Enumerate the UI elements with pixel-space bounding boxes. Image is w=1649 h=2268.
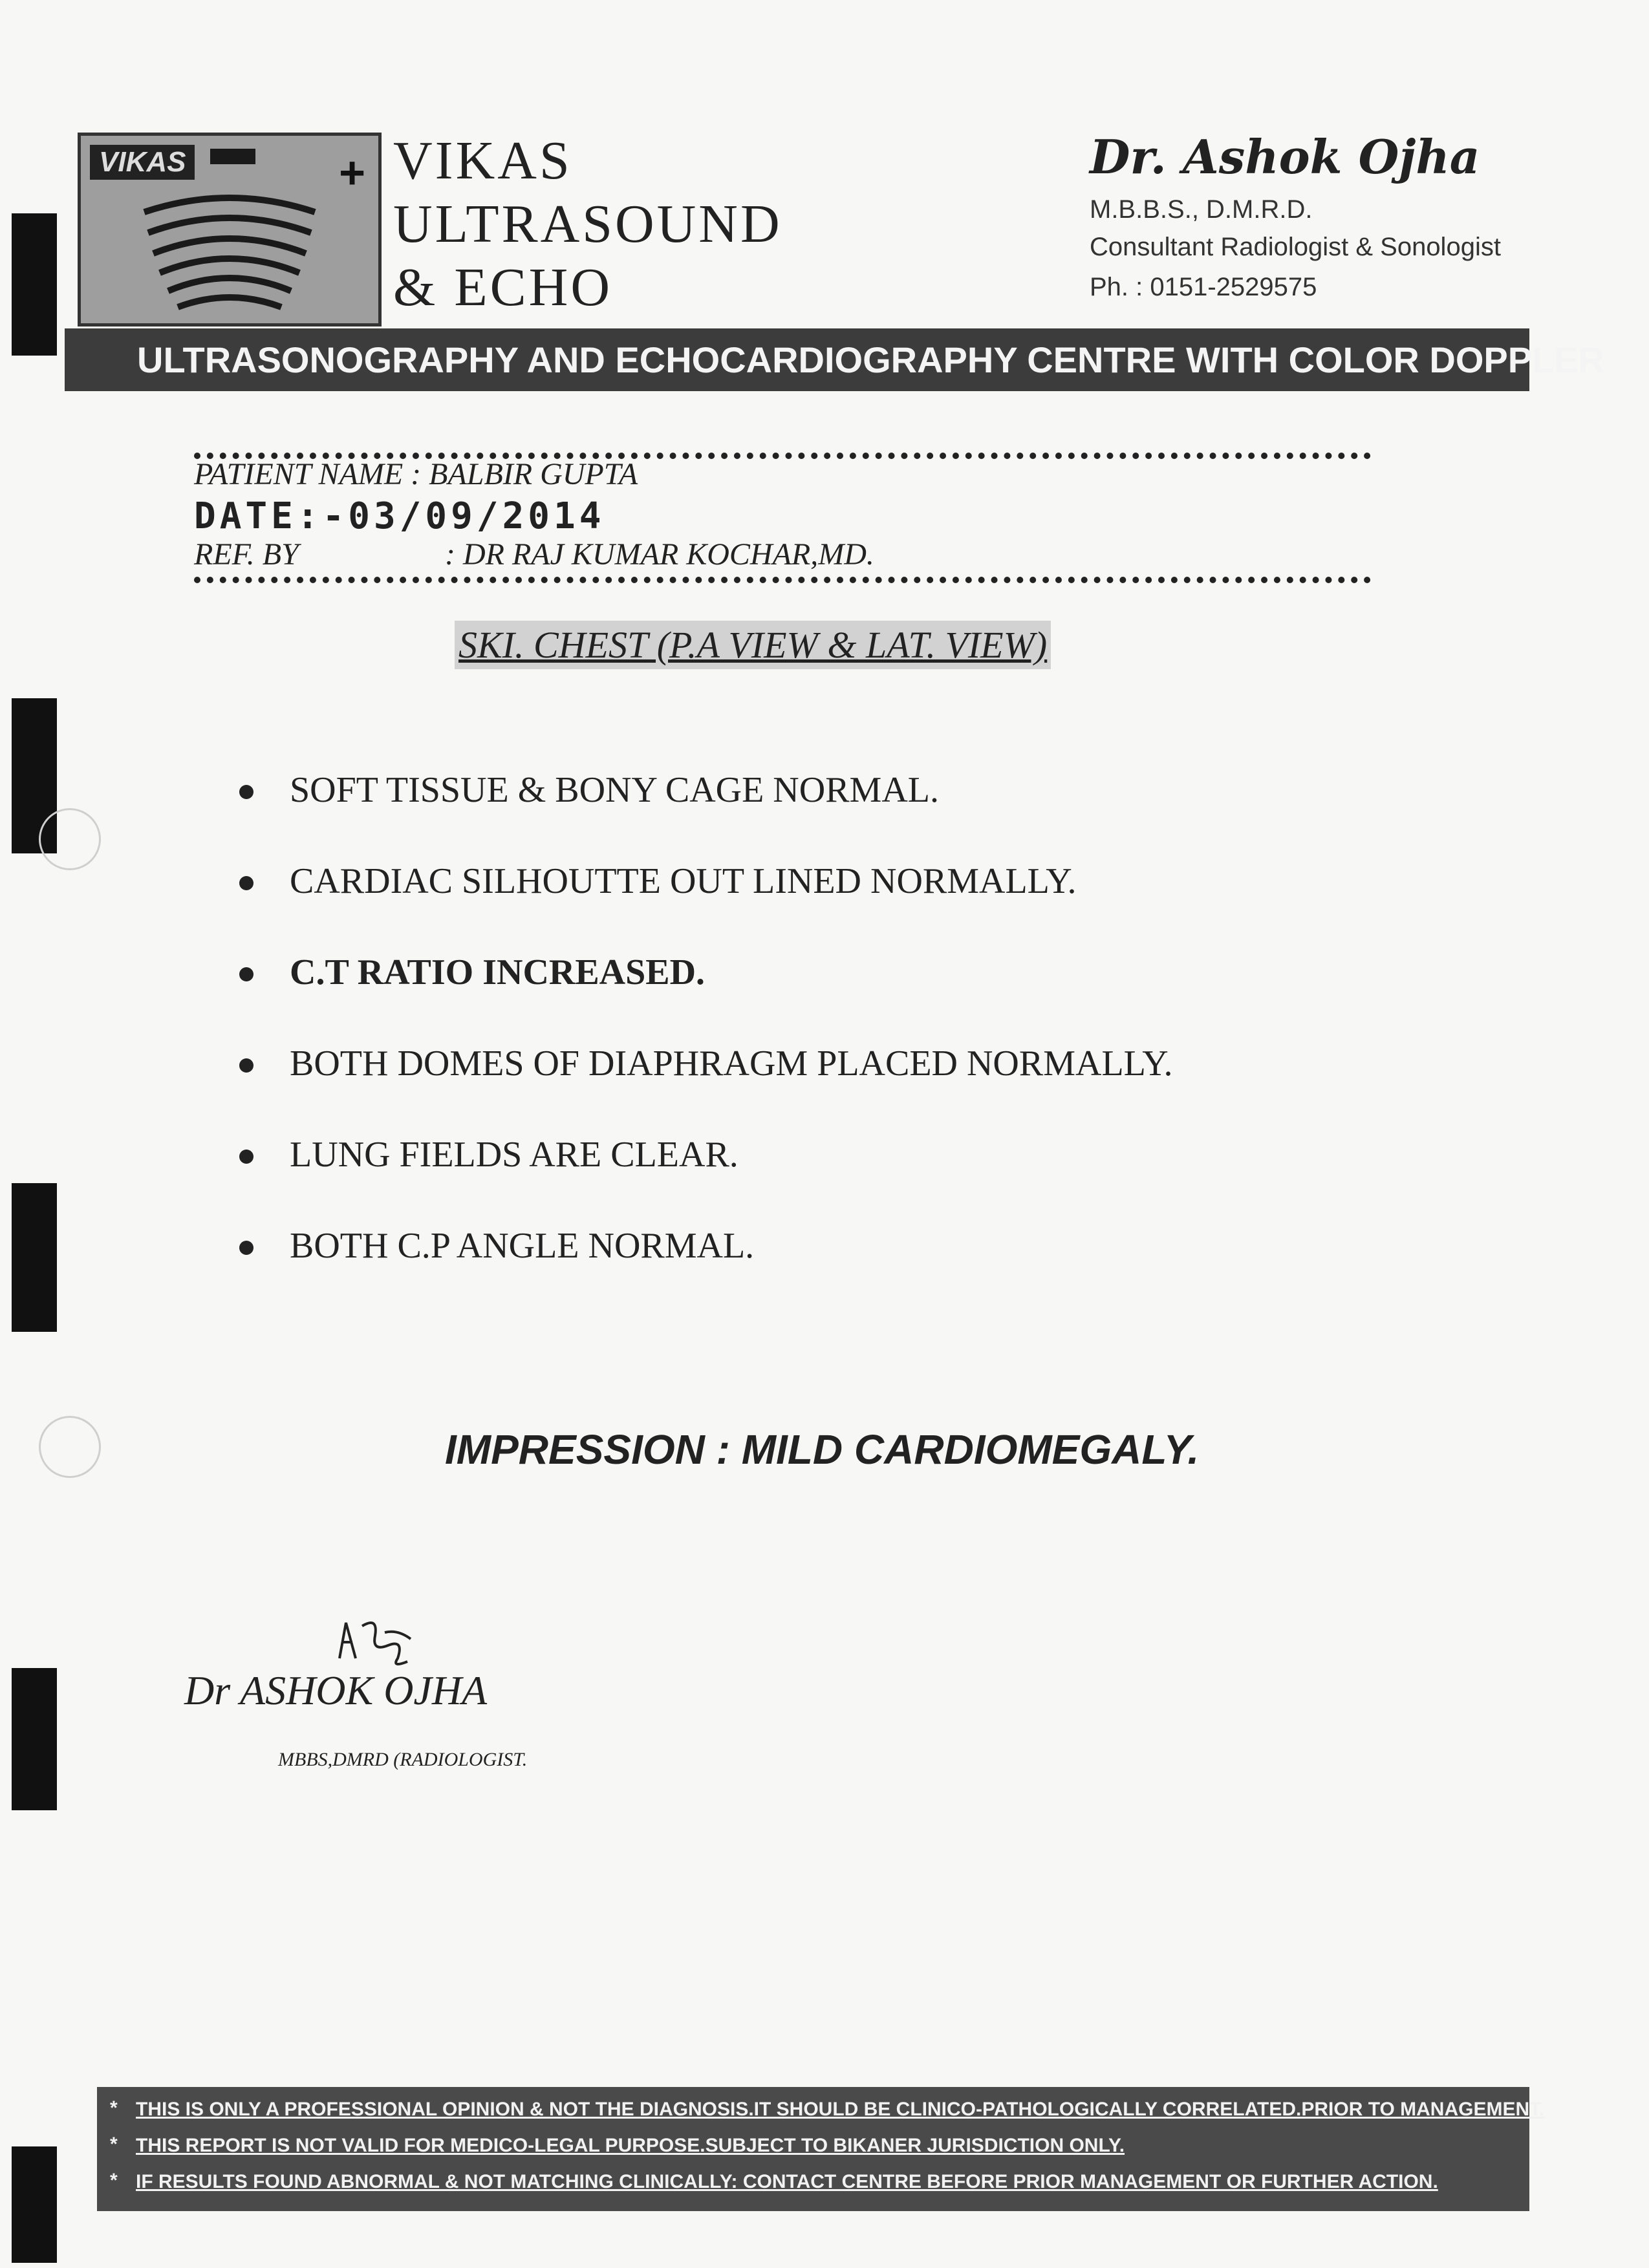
finding-text: BOTH DOMES OF DIAPHRAGM PLACED NORMALLY. (290, 1043, 1173, 1084)
finding-item (239, 1134, 1173, 1225)
finding-text: SOFT TISSUE & BONY CAGE NORMAL. (290, 770, 939, 810)
impression: IMPRESSION : MILD CARDIOMEGALY. (445, 1426, 1200, 1473)
disclaimer-text: THIS REPORT IS NOT VALID FOR MEDICO-LEGAL PURPOSE.SUBJECT TO BIKANER JURISDICTION ONLY. (136, 2135, 1125, 2156)
disclaimer-text: IF RESULTS FOUND ABNORMAL & NOT MATCHING CLINICALLY: CONTACT CENTRE BEFORE PRIOR MANAGEMENT OR FURTHER ACTION. (136, 2171, 1438, 2192)
finding-text: BOTH C.P ANGLE NORMAL. (290, 1226, 755, 1266)
finding-text: LUNG FIELDS ARE CLEAR. (290, 1135, 738, 1175)
doctor-degrees: M.B.B.S., D.M.R.D. (1090, 195, 1313, 224)
referred-by-label: REF. BY (194, 537, 299, 572)
patient-name: PATIENT NAME : BALBIR GUPTA (194, 457, 638, 491)
findings-list (239, 769, 1173, 1316)
plus-icon: + (339, 147, 365, 198)
scan-mark (12, 1183, 57, 1332)
finding-item (239, 1225, 1173, 1316)
finding-item (239, 952, 1173, 1043)
asterisk: * (110, 2134, 118, 2155)
bullet-icon (239, 785, 253, 799)
doctor-name: Dr. Ashok Ojha (1090, 129, 1480, 184)
disclaimer-note (110, 2097, 1545, 2135)
disclaimer-note (110, 2170, 1529, 2207)
clinic-name-line: VIKAS (393, 131, 572, 191)
signatory-qualification: MBBS,DMRD (RADIOLOGIST. (278, 1749, 528, 1770)
bullet-icon (239, 1150, 253, 1164)
doctor-phone: Ph. : 0151-2529575 (1090, 273, 1317, 301)
clinic-logo (78, 133, 382, 326)
report-date: DATE:-03/09/2014 (194, 495, 605, 537)
scan-mark (12, 2146, 57, 2263)
disclaimer-note (110, 2134, 1529, 2171)
exam-title: SKI. CHEST (P.A VIEW & LAT. VIEW) (455, 621, 1051, 669)
dotted-divider (194, 577, 1371, 592)
punch-hole (39, 808, 101, 870)
punch-hole (39, 1416, 101, 1478)
finding-text: CARDIAC SILHOUTTE OUT LINED NORMALLY. (290, 861, 1077, 901)
disclaimer-text: THIS IS ONLY A PROFESSIONAL OPINION & NOT THE DIAGNOSIS.IT SHOULD BE CLINICO-PATHOLOGICALLY CORRELATED.PRIOR TO MANAGEMENT. (136, 2099, 1545, 2120)
finding-item (239, 1043, 1173, 1134)
logo-tag: VIKAS (90, 145, 195, 180)
finding-item (239, 861, 1173, 952)
clinic-name (393, 129, 782, 319)
scan-mark (12, 213, 57, 356)
bullet-icon (239, 1058, 253, 1073)
bullet-icon (239, 967, 253, 981)
finding-item (239, 769, 1173, 861)
doctor-designation: Consultant Radiologist & Sonologist (1090, 233, 1501, 261)
referred-by-value: : DR RAJ KUMAR KOCHAR,MD. (445, 537, 874, 572)
disclaimer-box (97, 2087, 1545, 2211)
asterisk: * (110, 2097, 118, 2119)
bullet-icon (239, 1241, 253, 1255)
scan-mark (12, 1668, 57, 1810)
handwritten-signature (327, 1613, 430, 1671)
clinic-name-line: & ECHO (393, 257, 612, 317)
asterisk: * (110, 2170, 118, 2191)
clinic-name-line: ULTRASOUND (393, 194, 782, 254)
centre-banner: ULTRASONOGRAPHY AND ECHOCARDIOGRAPHY CENTRE WITH COLOR DOPPLER (65, 328, 1529, 391)
bullet-icon (239, 876, 253, 890)
signatory-name: Dr ASHOK OJHA (184, 1667, 488, 1713)
finding-text: C.T RATIO INCREASED. (290, 952, 706, 992)
